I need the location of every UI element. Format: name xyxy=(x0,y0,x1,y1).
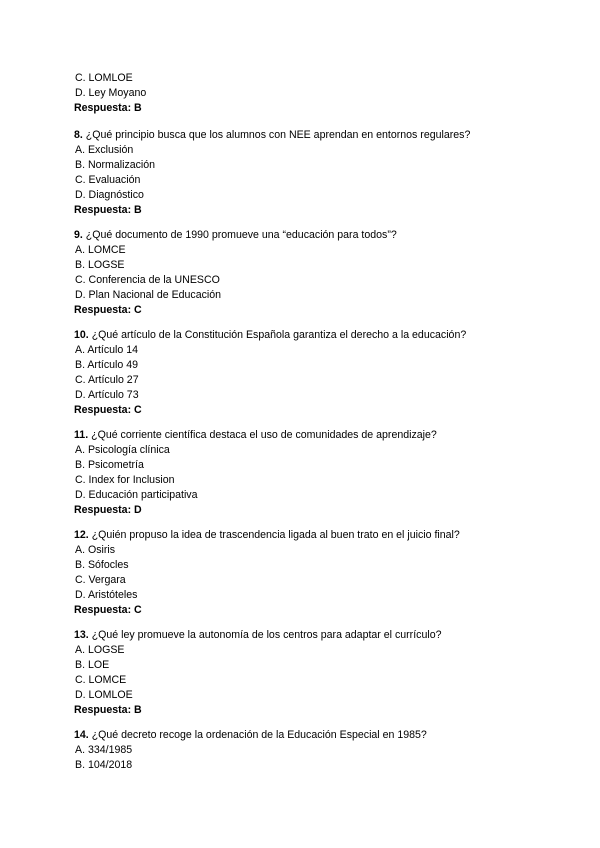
option-a: A. LOMCE xyxy=(75,244,126,256)
question-number: 9. xyxy=(74,229,83,241)
answer-label: Respuesta: D xyxy=(74,504,142,516)
answer-label: Respuesta: B xyxy=(74,102,142,114)
question-stem xyxy=(74,728,574,743)
question-text: ¿Qué decreto recoge la ordenación de la Educación Especial en 1985? xyxy=(91,729,427,741)
question-stem xyxy=(74,128,574,143)
question-13 xyxy=(74,628,574,718)
question-number: 13. xyxy=(74,629,89,641)
question-number: 12. xyxy=(74,529,89,541)
question-number: 8. xyxy=(74,129,83,141)
question-number: 10. xyxy=(74,329,89,341)
option-c: C. Vergara xyxy=(75,574,126,586)
question-9 xyxy=(74,228,574,318)
option-a: A. Osiris xyxy=(75,544,116,556)
question-number: 11. xyxy=(74,429,89,441)
question-14 xyxy=(74,728,574,773)
question-text: ¿Qué artículo de la Constitución Española garantiza el derecho a la educación? xyxy=(91,329,467,341)
question-12 xyxy=(74,528,574,618)
question-10 xyxy=(74,328,574,418)
question-11 xyxy=(74,428,574,518)
option-b: B. LOE xyxy=(75,659,110,671)
option-a: A. LOGSE xyxy=(75,644,125,656)
question-stem xyxy=(74,428,574,443)
question-stem xyxy=(74,628,574,643)
option-d: D. Artículo 73 xyxy=(75,389,139,401)
option-a: A. Psicología clínica xyxy=(75,444,170,456)
option-c: C. Evaluación xyxy=(75,174,141,186)
option-b: B. LOGSE xyxy=(75,259,125,271)
answer-label: Respuesta: C xyxy=(74,304,142,316)
question-8 xyxy=(74,128,574,218)
question-stem xyxy=(74,228,574,243)
question-number: 14. xyxy=(74,729,89,741)
question-stem xyxy=(74,328,574,343)
option-a: A. Artículo 14 xyxy=(75,344,139,356)
option-c: C. Artículo 27 xyxy=(75,374,139,386)
question-7-continuation xyxy=(74,71,574,116)
option-c: C. Index for Inclusion xyxy=(75,474,175,486)
option-a: A. Exclusión xyxy=(75,144,134,156)
option-b: B. Artículo 49 xyxy=(75,359,139,371)
answer-label: Respuesta: C xyxy=(74,404,142,416)
option-b: B. Normalización xyxy=(75,159,156,171)
question-text: ¿Qué corriente científica destaca el uso de comunidades de aprendizaje? xyxy=(91,429,437,441)
option-b: B. Psicometría xyxy=(75,459,144,471)
question-text: ¿Qué ley promueve la autonomía de los centros para adaptar el currículo? xyxy=(91,629,442,641)
question-text: ¿Qué documento de 1990 promueve una “educación para todos”? xyxy=(85,229,397,241)
option-d: D. Diagnóstico xyxy=(75,189,144,201)
option-c: C. LOMCE xyxy=(75,674,127,686)
question-text: ¿Qué principio busca que los alumnos con NEE aprendan en entornos regulares? xyxy=(85,129,471,141)
option-b: B. 104/2018 xyxy=(75,759,133,771)
question-stem xyxy=(74,528,574,543)
option-d: D. Ley Moyano xyxy=(75,87,147,99)
option-a: A. 334/1985 xyxy=(75,744,133,756)
option-d: D. Aristóteles xyxy=(75,589,138,601)
option-d: D. Educación participativa xyxy=(75,489,198,501)
option-d: D. Plan Nacional de Educación xyxy=(75,289,222,301)
option-c: C. Conferencia de la UNESCO xyxy=(75,274,220,286)
option-d: D. LOMLOE xyxy=(75,689,133,701)
answer-label: Respuesta: B xyxy=(74,704,142,716)
question-text: ¿Quién propuso la idea de trascendencia ligada al buen trato en el juicio final? xyxy=(91,529,460,541)
answer-label: Respuesta: B xyxy=(74,204,142,216)
answer-label: Respuesta: C xyxy=(74,604,142,616)
option-c: C. LOMLOE xyxy=(75,72,133,84)
option-b: B. Sófocles xyxy=(75,559,129,571)
